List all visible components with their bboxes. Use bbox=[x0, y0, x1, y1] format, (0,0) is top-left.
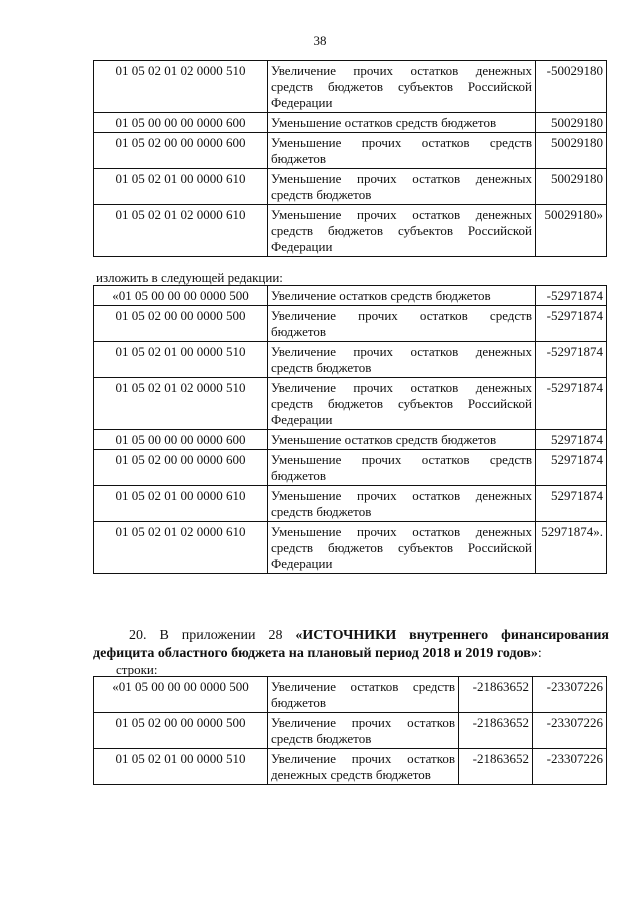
description-cell: Увеличение прочих остатков денежных средств бюджетов bbox=[268, 342, 536, 378]
budget-code-cell: 01 05 02 01 02 0000 510 bbox=[94, 378, 268, 430]
description-cell: Уменьшение прочих остатков средств бюджетов bbox=[268, 450, 536, 486]
amount-cell: 50029180 bbox=[536, 169, 607, 205]
amount-2019-cell: -23307226 bbox=[533, 749, 607, 785]
budget-code-cell: 01 05 02 00 00 0000 600 bbox=[94, 450, 268, 486]
budget-code-cell: 01 05 02 00 00 0000 500 bbox=[94, 306, 268, 342]
description-cell: Уменьшение остатков средств бюджетов bbox=[268, 430, 536, 450]
description-cell: Увеличение прочих остатков средств бюджетов bbox=[268, 306, 536, 342]
amount-cell: 52971874 bbox=[536, 486, 607, 522]
budget-code-cell: 01 05 02 01 00 0000 610 bbox=[94, 169, 268, 205]
amount-cell: -52971874 bbox=[536, 286, 607, 306]
section-20-paragraph bbox=[93, 627, 609, 663]
amount-cell: 52971874 bbox=[536, 430, 607, 450]
description-cell: Увеличение остатков средств бюджетов bbox=[268, 286, 536, 306]
budget-code-cell: 01 05 02 01 00 0000 510 bbox=[94, 342, 268, 378]
table-planning-period bbox=[93, 676, 607, 785]
intro-new-edition: изложить в следующей редакции: bbox=[96, 270, 283, 285]
rows-label: строки: bbox=[116, 662, 158, 677]
amount-2018-cell: -21863652 bbox=[459, 749, 533, 785]
amount-cell: 52971874». bbox=[536, 522, 607, 574]
description-cell: Уменьшение прочих остатков денежных средств бюджетов bbox=[268, 486, 536, 522]
table-top bbox=[93, 60, 607, 257]
amount-cell: -50029180 bbox=[536, 61, 607, 113]
amount-2018-cell: -21863652 bbox=[459, 713, 533, 749]
budget-code-cell: «01 05 00 00 00 0000 500 bbox=[94, 677, 268, 713]
amount-cell: -52971874 bbox=[536, 378, 607, 430]
description-cell: Увеличение прочих остатков денежных средств бюджетов субъектов Российской Федерации bbox=[268, 61, 536, 113]
table-row bbox=[94, 133, 607, 169]
table-row bbox=[94, 486, 607, 522]
section-20-title: «ИСТОЧНИКИ внутреннего финансирования дефицита областного бюджета на плановый период 2018 и 2019 годов» bbox=[93, 628, 609, 661]
amount-cell: 50029180 bbox=[536, 113, 607, 133]
amount-cell: 52971874 bbox=[536, 450, 607, 486]
table-row bbox=[94, 61, 607, 113]
budget-code-cell: 01 05 02 01 00 0000 610 bbox=[94, 486, 268, 522]
table-new-edition bbox=[93, 285, 607, 574]
description-cell: Увеличение прочих остатков денежных средств бюджетов bbox=[268, 749, 459, 785]
budget-code-cell: 01 05 02 01 00 0000 510 bbox=[94, 749, 268, 785]
amount-cell: -52971874 bbox=[536, 306, 607, 342]
amount-2019-cell: -23307226 bbox=[533, 713, 607, 749]
table-row bbox=[94, 522, 607, 574]
page-number: 38 bbox=[313, 33, 327, 48]
description-cell: Уменьшение прочих остатков денежных средств бюджетов субъектов Российской Федерации bbox=[268, 205, 536, 257]
amount-cell: -52971874 bbox=[536, 342, 607, 378]
budget-code-cell: 01 05 02 01 02 0000 610 bbox=[94, 205, 268, 257]
description-cell: Увеличение прочих остатков денежных средств бюджетов субъектов Российской Федерации bbox=[268, 378, 536, 430]
table-row bbox=[94, 113, 607, 133]
budget-code-cell: 01 05 02 00 00 0000 600 bbox=[94, 133, 268, 169]
table-row bbox=[94, 430, 607, 450]
budget-code-cell: 01 05 02 01 02 0000 610 bbox=[94, 522, 268, 574]
amount-2018-cell: -21863652 bbox=[459, 677, 533, 713]
budget-code-cell: 01 05 00 00 00 0000 600 bbox=[94, 113, 268, 133]
amount-cell: 50029180 bbox=[536, 133, 607, 169]
table-row bbox=[94, 713, 607, 749]
table-row bbox=[94, 306, 607, 342]
description-cell: Уменьшение остатков средств бюджетов bbox=[268, 113, 536, 133]
amount-2019-cell: -23307226 bbox=[533, 677, 607, 713]
section-20-tail: : bbox=[537, 646, 542, 661]
table-row bbox=[94, 342, 607, 378]
description-cell: Увеличение прочих остатков средств бюджетов bbox=[268, 713, 459, 749]
description-cell: Уменьшение прочих остатков денежных средств бюджетов bbox=[268, 169, 536, 205]
budget-code-cell: 01 05 02 00 00 0000 500 bbox=[94, 713, 268, 749]
table-row bbox=[94, 169, 607, 205]
table-row bbox=[94, 450, 607, 486]
section-20-lead: 20. В приложении 28 bbox=[129, 628, 296, 643]
description-cell: Увеличение остатков средств бюджетов bbox=[268, 677, 459, 713]
table-row bbox=[94, 286, 607, 306]
description-cell: Уменьшение прочих остатков средств бюджетов bbox=[268, 133, 536, 169]
table-row bbox=[94, 677, 607, 713]
amount-cell: 50029180» bbox=[536, 205, 607, 257]
budget-code-cell: 01 05 00 00 00 0000 600 bbox=[94, 430, 268, 450]
table-row bbox=[94, 749, 607, 785]
budget-code-cell: 01 05 02 01 02 0000 510 bbox=[94, 61, 268, 113]
table-row bbox=[94, 378, 607, 430]
table-row bbox=[94, 205, 607, 257]
description-cell: Уменьшение прочих остатков денежных средств бюджетов субъектов Российской Федерации bbox=[268, 522, 536, 574]
budget-code-cell: «01 05 00 00 00 0000 500 bbox=[94, 286, 268, 306]
